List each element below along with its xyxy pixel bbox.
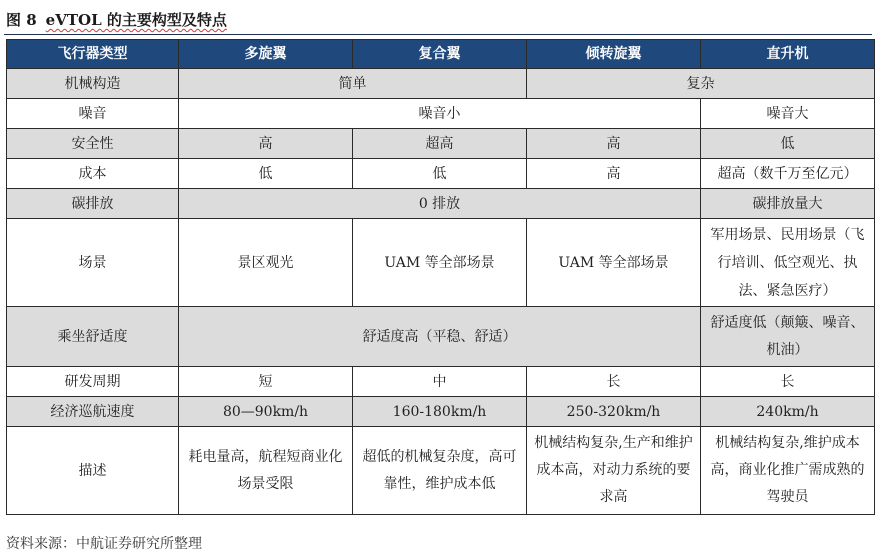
table-cell: 景区观光 [179,219,353,307]
table-cell: 长 [701,367,875,397]
table-cell: 耗电量高，航程短商业化场景受限 [179,427,353,515]
header-cell: 多旋翼 [179,40,353,69]
row-noise [7,99,875,129]
table-cell: 240km/h [701,397,875,427]
table-cell: 低 [353,159,527,189]
row-scene [7,219,875,307]
row-label: 安全性 [7,129,179,159]
row-carbon [7,189,875,219]
table-cell: UAM 等全部场景 [353,219,527,307]
row-speed [7,397,875,427]
table-cell: 中 [353,367,527,397]
row-description [7,427,875,515]
header-cell: 直升机 [701,40,875,69]
table-cell: 超低的机械复杂度，高可靠性，维护成本低 [353,427,527,515]
figure-title [6,9,227,30]
row-label: 经济巡航速度 [7,397,179,427]
header-cell: 倾转旋翼 [527,40,701,69]
header-row [7,40,875,69]
table-cell: 高 [179,129,353,159]
table-cell: 机械结构复杂,生产和维护成本高，对动力系统的要求高 [527,427,701,515]
table-cell: 低 [701,129,875,159]
table-cell: 噪音大 [701,99,875,129]
row-label: 碳排放 [7,189,179,219]
table-cell: 复杂 [527,69,875,99]
source-note: 资料来源：中航证券研究所整理 [6,536,202,552]
row-label: 乘坐舒适度 [7,307,179,367]
table-cell: 80—90km/h [179,397,353,427]
row-label: 成本 [7,159,179,189]
figure-caption: eVTOL 的主要构型及特点 [45,11,227,29]
table-cell: 噪音小 [179,99,701,129]
table-cell: 低 [179,159,353,189]
table-cell: 高 [527,159,701,189]
table-cell: 超高 [353,129,527,159]
table-cell: 军用场景、民用场景（飞行培训、低空观光、执法、紧急医疗） [701,219,875,307]
table-cell: 机械结构复杂,维护成本高，商业化推广需成熟的驾驶员 [701,427,875,515]
row-rd-cycle [7,367,875,397]
table-cell: 舒适度低（颠簸、噪音、机油） [701,307,875,367]
row-label: 描述 [7,427,179,515]
row-label: 场景 [7,219,179,307]
title-divider [4,34,872,35]
row-label: 机械构造 [7,69,179,99]
row-cost [7,159,875,189]
header-cell: 飞行器类型 [7,40,179,69]
row-safety [7,129,875,159]
table-cell: 舒适度高（平稳、舒适） [179,307,701,367]
evtol-comparison-table [6,39,875,515]
row-label: 噪音 [7,99,179,129]
table-cell: 短 [179,367,353,397]
table-cell: 高 [527,129,701,159]
table-cell: 碳排放量大 [701,189,875,219]
row-comfort [7,307,875,367]
row-structure [7,69,875,99]
table-cell: 0 排放 [179,189,701,219]
header-cell: 复合翼 [353,40,527,69]
table-cell: 超高（数千万至亿元） [701,159,875,189]
table-cell: 长 [527,367,701,397]
table-cell: 250-320km/h [527,397,701,427]
figure-number: 图 8 [6,11,37,29]
row-label: 研发周期 [7,367,179,397]
table-cell: 简单 [179,69,527,99]
table-cell: 160-180km/h [353,397,527,427]
table-cell: UAM 等全部场景 [527,219,701,307]
